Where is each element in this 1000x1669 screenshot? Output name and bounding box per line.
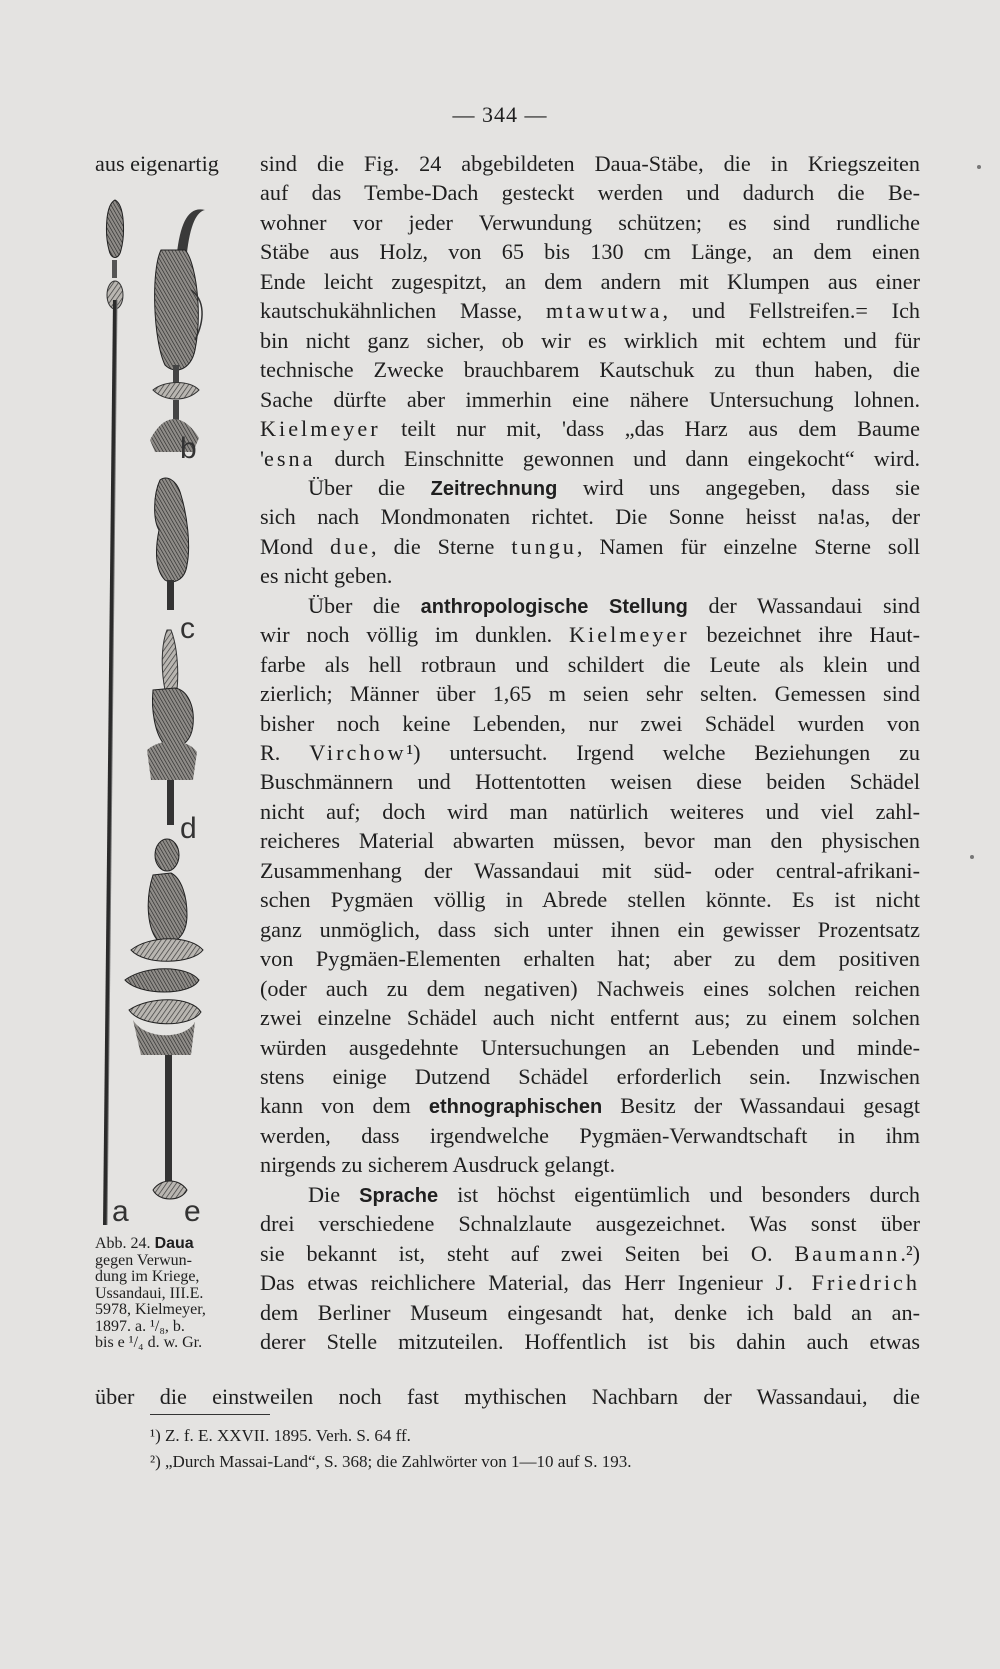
line-segment: Zusammenhang der Wassandaui mit süd- oder central-afrikani-	[260, 858, 920, 883]
text-line	[260, 1328, 920, 1356]
line-segment: Stäbe aus Holz, von 65 bis 130 cm Länge, an dem einen	[260, 239, 920, 264]
staff-a	[105, 200, 123, 1225]
line-segment: teilt nur mit, 'dass „das Harz aus dem Baume	[380, 416, 920, 441]
text-line	[260, 916, 920, 944]
spaced-name: Virchow	[309, 740, 407, 765]
text-line	[260, 503, 920, 531]
line-segment: zwei einzelne Schädel auch nicht entfernt aus; zu einem solchen	[260, 1005, 920, 1030]
figure-label-b: b	[180, 432, 197, 465]
page-number: — 344 —	[452, 102, 548, 127]
text-line	[260, 651, 920, 679]
line-segment: würden ausgedehnte Untersuchungen an Lebenden und minde-	[260, 1035, 920, 1060]
line-segment: bezeichnet ihre Haut-	[689, 622, 920, 647]
text-line	[260, 621, 920, 649]
line-segment: Sache dürfte aber immerhin eine nähere Untersuchung lohnen.	[260, 387, 920, 412]
text-line	[260, 356, 920, 384]
text-line	[260, 886, 920, 914]
caption-line	[95, 1319, 245, 1336]
text-line	[260, 1122, 920, 1150]
caption-text: 5978, Kielmeyer,	[95, 1301, 206, 1318]
staff-e	[125, 839, 203, 1199]
footnote-2: ²) „Durch Massai-Land“, S. 368; die Zahlwörter von 1—10 auf S. 193.	[150, 1452, 632, 1471]
text-line	[260, 1151, 920, 1179]
caption-line	[95, 1269, 245, 1286]
line-segment: ganz unmöglich, dass sich unter ihnen ein gewisser Prozentsatz	[260, 917, 920, 942]
text-line	[260, 1269, 920, 1297]
line-segment: Mond	[260, 534, 330, 559]
text-line	[260, 1063, 920, 1091]
line-segment: bin nicht ganz sicher, ob wir es wirklich mit echtem und für	[260, 328, 920, 353]
line-segment: durch Einschnitte gewonnen und dann eingekocht“ wird.	[315, 446, 920, 471]
figure-label-a: a	[112, 1195, 129, 1228]
spaced-name: mtawutwa	[546, 298, 663, 323]
text-line	[260, 975, 920, 1003]
final-full-width-line: über die einstweilen noch fast mythischen Nachbarn der Wassandaui, die	[95, 1384, 920, 1409]
footnote-1: ¹) Z. f. E. XXVII. 1895. Verh. S. 64 ff.	[150, 1426, 411, 1445]
line-segment: werden, dass irgendwelche Pygmäen-Verwandtschaft in ihm	[260, 1123, 920, 1148]
staff-c	[155, 478, 189, 610]
caption-line	[95, 1335, 245, 1352]
text-line	[260, 209, 920, 237]
figure-label-d: d	[180, 812, 197, 845]
line-segment: ¹) untersucht. Irgend welche Beziehungen zu	[406, 740, 920, 765]
text-line	[260, 1210, 920, 1238]
text-line	[260, 739, 920, 767]
spaced-name: Kielmeyer	[260, 416, 381, 441]
text-line	[260, 268, 920, 296]
line-segment: R.	[260, 740, 310, 765]
line-segment: .²)	[900, 1241, 920, 1266]
caption-line	[95, 1286, 245, 1303]
text-line	[260, 445, 920, 473]
spaced-name: tungu	[511, 534, 577, 559]
line-segment: auf das Tembe-Dach gesteckt werden und dadurch die Be-	[260, 180, 920, 205]
line-segment: kautschukähnlichen Masse,	[260, 298, 546, 323]
text-line	[260, 827, 920, 855]
line-segment: Über die	[308, 593, 421, 618]
text-line	[260, 386, 920, 414]
line-segment: , Namen für einzelne Sterne soll	[576, 534, 920, 559]
text-line	[260, 1181, 920, 1209]
line-segment: Die	[308, 1182, 360, 1207]
figure-label-e: e	[184, 1195, 201, 1228]
line-segment: reicheres Material abwarten müssen, bevor man den physischen	[260, 828, 920, 853]
footnote-rule	[150, 1414, 270, 1415]
text-line	[260, 1004, 920, 1032]
text-line	[260, 179, 920, 207]
line-segment: wird uns angegeben, dass sie	[557, 475, 920, 500]
caption-text: Abb. 24.	[95, 1235, 155, 1252]
spaced-name: esna	[264, 446, 316, 471]
spaced-name: Kielmeyer	[569, 622, 690, 647]
caption-text: dung im Kriege,	[95, 1268, 200, 1285]
line-segment: '	[260, 446, 264, 471]
line-segment: derer Stelle mitzuteilen. Hoffentlich ist bis dahin auch etwas	[260, 1329, 920, 1354]
staff-b	[150, 209, 205, 452]
line-segment: bisher noch keine Lebenden, nur zwei Schädel wurden von	[260, 711, 920, 736]
line-segment: farbe als hell rotbraun und schildert die Leute als klein und	[260, 652, 920, 677]
caption-line	[95, 1236, 245, 1253]
spaced-name: Baumann	[794, 1241, 901, 1266]
line-segment: ist höchst eigentümlich und besonders durch	[438, 1182, 920, 1207]
line-segment: kann von dem	[260, 1093, 429, 1118]
spaced-name: J. Friedrich	[775, 1270, 920, 1295]
line-segment: sie bekannt ist, steht auf zwei Seiten bei O.	[260, 1241, 795, 1266]
inline-heading: Zeitrechnung	[430, 478, 558, 500]
caption-text: Ussandaui, III.E.	[95, 1284, 204, 1302]
spaced-name: due	[330, 534, 372, 559]
text-line	[260, 474, 920, 502]
text-line	[260, 592, 920, 620]
staff-d	[147, 630, 197, 825]
line-segment: technische Zwecke brauchbarem Kautschuk zu thun haben, die	[260, 357, 920, 382]
caption-heading: Daua	[154, 1235, 194, 1252]
line-segment: Besitz der Wassandaui gesagt	[602, 1093, 920, 1118]
line-segment: wohner vor jeder Verwundung schützen; es sind rundliche	[260, 210, 920, 235]
inline-heading: ethnographischen	[428, 1096, 603, 1118]
line-segment: von Pygmäen-Elementen erhalten hat; aber zu dem positiven	[260, 946, 920, 971]
caption-text: gegen Verwun-	[95, 1251, 193, 1269]
line-segment: Über die	[308, 475, 431, 500]
text-line	[260, 1034, 920, 1062]
line-segment: dem Berliner Museum eingesandt hat, denke ich bald an an-	[260, 1300, 920, 1325]
text-line	[260, 680, 920, 708]
text-line	[260, 150, 920, 178]
line-segment: Das etwas reichlichere Material, das Herr Ingenieur	[260, 1270, 776, 1295]
text-line	[260, 768, 920, 796]
line-segment: , und Fellstreifen.= Ich	[662, 298, 921, 323]
text-line	[260, 945, 920, 973]
line-segment: schen Pygmäen völlig in Abrede stellen könnte. Es ist nicht	[260, 887, 920, 912]
text-line	[260, 1240, 920, 1268]
text-line	[260, 857, 920, 885]
paper-speck	[977, 165, 981, 169]
line-segment: (oder auch zu dem negativen) Nachweis eines solchen reichen	[260, 976, 920, 1001]
line-segment: es nicht geben.	[260, 563, 393, 588]
line-segment: wir noch völlig im dunklen.	[260, 622, 570, 647]
line-segment: stens einige Dutzend Schädel erforderlich sein. Inzwischen	[260, 1064, 920, 1089]
text-line	[260, 327, 920, 355]
daua-staffs-illustration	[95, 190, 245, 1230]
figure-caption	[95, 1236, 245, 1352]
inline-heading: Sprache	[359, 1185, 439, 1207]
caption-text: bis e ¹/₄ d. w. Gr.	[95, 1334, 203, 1351]
text-line	[260, 1092, 920, 1120]
text-line	[260, 798, 920, 826]
line-segment: drei verschiedene Schnalzlaute ausgezeichnet. Was sonst über	[260, 1211, 920, 1236]
paper-speck	[970, 855, 974, 859]
caption-line	[95, 1302, 245, 1319]
line-segment: Ende leicht zugespitzt, an dem andern mit Klumpen aus einer	[260, 269, 920, 294]
line-segment: nirgends zu sicherem Ausdruck gelangt.	[260, 1152, 616, 1177]
inline-heading: anthropologische Stellung	[420, 596, 688, 618]
line-segment: zierlich; Männer über 1,65 m seien sehr selten. Gemessen sind	[260, 681, 920, 706]
line-segment: der Wassandaui sind	[687, 593, 920, 618]
lead-in-text: aus eigenartig	[95, 151, 219, 176]
caption-line	[95, 1253, 245, 1270]
figure-label-c: c	[180, 612, 195, 645]
text-line	[260, 1299, 920, 1327]
text-line	[260, 710, 920, 738]
text-line	[260, 562, 920, 590]
line-segment: sich nach Mondmonaten richtet. Die Sonne heisst na!as, der	[260, 504, 920, 529]
line-segment: nicht auf; doch wird man natürlich weiteres und viel zahl-	[260, 799, 920, 824]
line-segment: , die Sterne	[371, 534, 512, 559]
caption-text: 1897. a. ¹/₈, b.	[95, 1317, 185, 1335]
text-line	[260, 533, 920, 561]
text-line	[260, 415, 920, 443]
line-segment: Buschmännern und Hottentotten weisen diese beiden Schädel	[260, 769, 920, 794]
text-line	[260, 238, 920, 266]
line-segment: sind die Fig. 24 abgebildeten Daua-Stäbe, die in Kriegszeiten	[260, 151, 920, 176]
text-line	[260, 297, 920, 325]
